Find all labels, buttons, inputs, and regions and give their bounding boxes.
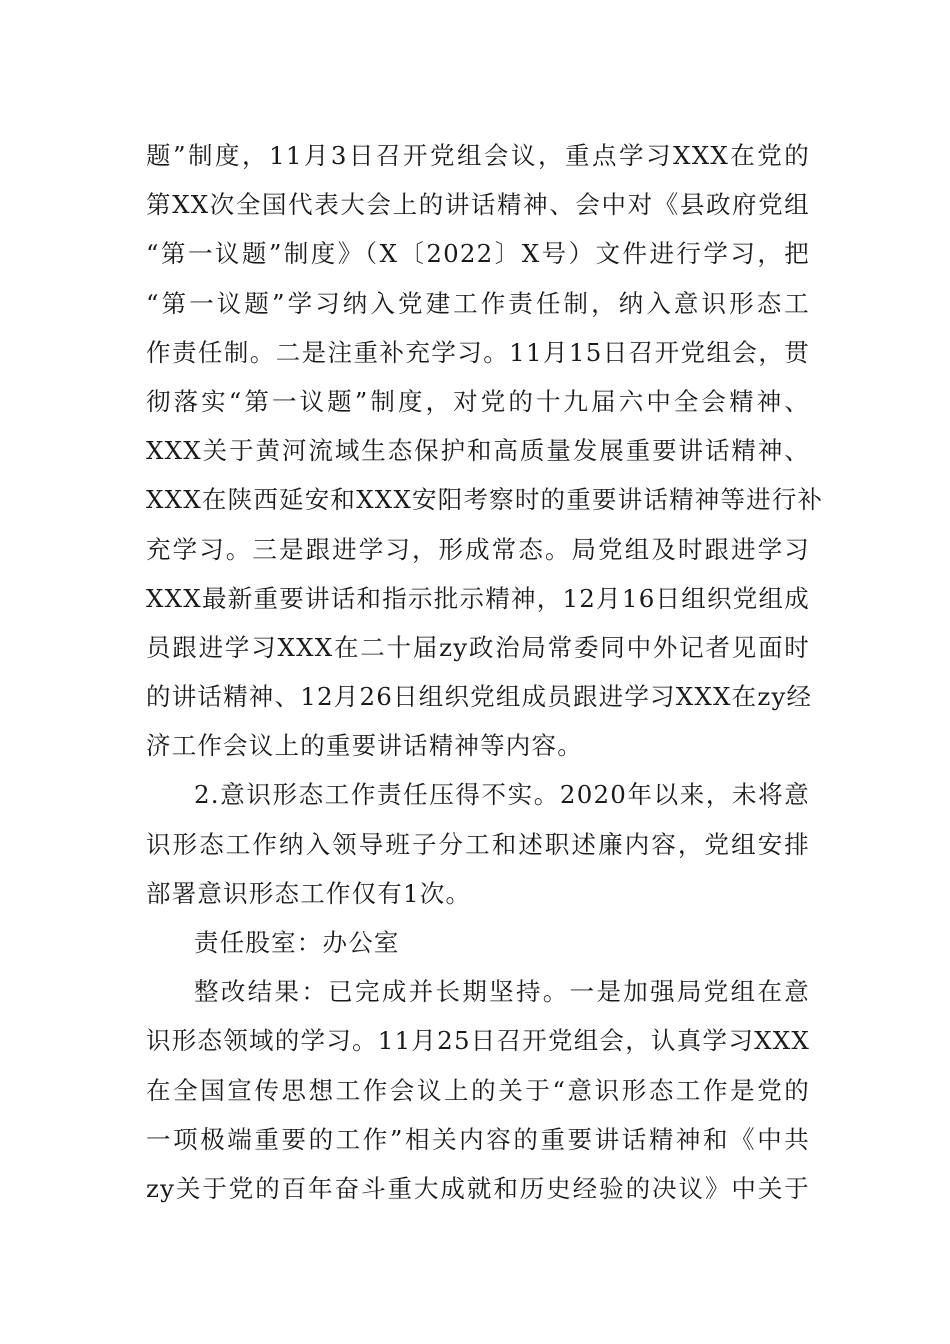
text-line: “第一议题”制度》（X〔2022〕X号）文件进行学习，把 [146, 239, 810, 269]
text-line: 彻落实“第一议题”制度，对党的十九届六中全会精神、 [146, 386, 810, 416]
text-line: 的讲话精神、12月26日组织党组成员跟进学习XXX在zy经 [146, 682, 813, 712]
text-line: 识形态领域的学习。11月25日召开党组会，认真学习XXX [146, 1026, 810, 1056]
text-line: XXX最新重要讲话和指示批示精神，12月16日组织党组成 [146, 583, 810, 613]
text-line: 充学习。三是跟进学习，形成常态。局党组及时跟进学习 [146, 534, 810, 564]
text-line: zy关于党的百年奋斗重大成就和历史经验的决议》中关于 [146, 1173, 810, 1203]
text-line: 在全国宣传思想工作会议上的关于“意识形态工作是党的 [146, 1075, 810, 1105]
document-body [146, 131, 824, 1213]
text-line: 一项极端重要的工作”相关内容的重要讲话精神和《中共 [146, 1124, 810, 1154]
text-line: “第一议题”学习纳入党建工作责任制，纳入意识形态工 [146, 288, 810, 318]
responsible-office-line: 责任股室：办公室 [194, 928, 400, 957]
text-line: XXX在陕西延安和XXX安阳考察时的重要讲话精神等进行补 [146, 485, 824, 515]
text-line: 济工作会议上的重要讲话精神等内容。 [146, 731, 583, 761]
text-line: 作责任制。二是注重补充学习。11月15日召开党组会，贯 [146, 337, 810, 367]
text-line: 员跟进学习XXX在二十届zy政治局常委同中外记者见面时 [146, 632, 810, 662]
text-line: 识形态工作纳入领导班子分工和述职述廉内容，党组安排 [146, 829, 810, 859]
text-line: 部署意识形态工作仅有1次。 [146, 878, 472, 908]
text-line: 2.意识形态工作责任压得不实。2020年以来，未将意 [194, 780, 810, 810]
text-line: 第XX次全国代表大会上的讲话精神、会中对《县政府党组 [146, 190, 810, 220]
text-line: XXX关于黄河流域生态保护和高质量发展重要讲话精神、 [146, 436, 810, 466]
text-line: 整改结果：已完成并长期坚持。一是加强局党组在意 [194, 977, 810, 1007]
text-line: 题”制度，11月3日召开党组会议，重点学习XXX在党的 [146, 141, 810, 170]
